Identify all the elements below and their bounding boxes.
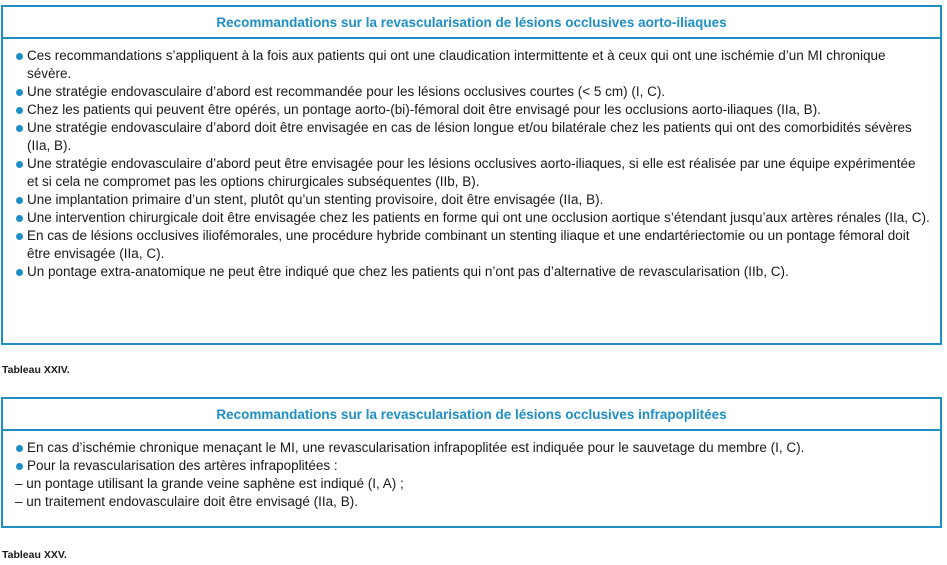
recommendation-list <box>3 431 940 511</box>
table-title: Recommandations sur la revascularisation de lésions occlusives infrapoplitées <box>3 399 940 431</box>
list-item: En cas d’ischémie chronique menaçant le MI, une revascularisation infrapoplitée est indiquée pour le sauvetage du membre (I, C). <box>15 439 930 457</box>
list-item: Chez les patients qui peuvent être opérés, un pontage aorto-(bi)-fémoral doit être envisagé pour les occlusions aorto-iliaques (IIa, B). <box>15 101 930 119</box>
list-item: Ces recommandations s’appliquent à la fois aux patients qui ont une claudication intermittente et à ceux qui ont une ischémie d’un MI chronique sévère. <box>15 47 930 83</box>
list-item: Une stratégie endovasculaire d’abord peut être envisagée pour les lésions occlusives aorto-iliaques, si elle est réalisée par une équipe expérimentée et si cela ne compromet pas les options chirurgicales subséquentes (IIb, B). <box>15 155 930 191</box>
recommendation-list <box>3 39 940 281</box>
list-item: Une stratégie endovasculaire d’abord doit être envisagée en cas de lésion longue et/ou bilatérale chez les patients qui ont des comorbidités sévères (IIa, B). <box>15 119 930 155</box>
table-title: Recommandations sur la revascularisation de lésions occlusives aorto-iliaques <box>3 7 940 39</box>
list-item: Un pontage extra-anatomique ne peut être indiqué que chez les patients qui n’ont pas d’alternative de revascularisation (IIb, C). <box>15 263 930 281</box>
list-item: En cas de lésions occlusives iliofémorales, une procédure hybride combinant un stenting iliaque et une endartériectomie ou un pontage fémoral doit être envisagée (IIa, C). <box>15 227 930 263</box>
table-caption: Tableau XXIV. <box>2 364 70 376</box>
table-caption: Tableau XXV. <box>2 549 67 561</box>
sub-list-item: – un traitement endovasculaire doit être envisagé (IIa, B). <box>15 494 358 509</box>
list-item: Pour la revascularisation des artères infrapoplitées : <box>15 457 930 475</box>
list-item: Une implantation primaire d’un stent, plutôt qu’un stenting provisoire, doit être envisagée (IIa, B). <box>15 191 930 209</box>
list-item: Une stratégie endovasculaire d’abord est recommandée pour les lésions occlusives courtes (< 5 cm) (I, C). <box>15 83 930 101</box>
list-item: Une intervention chirurgicale doit être envisagée chez les patients en forme qui ont une occlusion aortique s’étendant jusqu’aux artères rénales (IIa, C). <box>15 209 930 227</box>
recommendation-table-aorto-iliac <box>1 5 942 345</box>
sub-list-item: – un pontage utilisant la grande veine saphène est indiqué (I, A) ; <box>15 476 404 491</box>
recommendation-table-infrapopliteal <box>1 397 942 528</box>
